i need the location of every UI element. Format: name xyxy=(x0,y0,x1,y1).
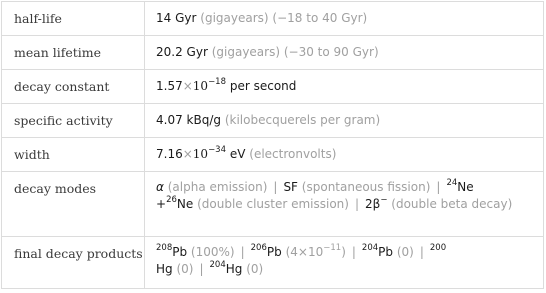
width-unit: eV xyxy=(229,147,246,161)
specific-activity-unit: kBq/g xyxy=(186,113,222,127)
decay-mode-beta-desc: (double beta decay) xyxy=(391,197,513,211)
product-amount-base: 10 xyxy=(307,245,324,259)
row-label-mean-lifetime: mean lifetime xyxy=(2,36,145,70)
decay-mode-alpha-desc: (alpha emission) xyxy=(167,180,268,194)
isotope-mass: 206 xyxy=(250,243,267,253)
separator: | xyxy=(351,245,356,259)
table-row xyxy=(2,172,544,237)
row-value-half-life xyxy=(145,2,544,36)
row-label-final-decay-products: final decay products xyxy=(2,237,145,289)
row-value-decay-modes xyxy=(145,172,544,237)
decay-mode-sf-symbol: SF xyxy=(283,180,298,194)
half-life-unit: Gyr xyxy=(175,11,197,25)
product-amount-exponent: −11 xyxy=(323,243,342,253)
separator: | xyxy=(199,262,204,276)
plus-sign: + xyxy=(156,197,167,211)
separator: | xyxy=(436,180,441,194)
decay-mode-sf-desc: (spontaneous fission) xyxy=(301,180,431,194)
specific-activity-unit-desc: (kilobecquerels per gram) xyxy=(224,113,381,127)
isotope-element: Pb xyxy=(378,245,394,259)
width-mantissa: 7.16 xyxy=(156,147,183,161)
separator: | xyxy=(273,180,278,194)
isotope-element: Pb xyxy=(266,245,282,259)
width-base: 10 xyxy=(192,147,209,161)
row-label-half-life: half-life xyxy=(2,2,145,36)
separator: | xyxy=(419,245,424,259)
half-life-unit-desc: (gigayears) xyxy=(200,11,269,25)
isotope-element: Ne xyxy=(457,180,474,194)
product-amount: (0) xyxy=(246,262,264,276)
isotope-mass: 204 xyxy=(361,243,379,253)
row-label-decay-constant: decay constant xyxy=(2,70,145,104)
table-row xyxy=(2,2,544,36)
decay-mode-beta-sup: − xyxy=(380,195,388,205)
product-amount-post: ) xyxy=(341,245,346,259)
row-value-width xyxy=(145,138,544,172)
isotope-mass: 204 xyxy=(209,260,226,270)
half-life-range: (−18 to 40 Gyr) xyxy=(272,11,368,25)
decay-constant-exponent: −18 xyxy=(208,77,227,87)
mean-lifetime-unit-desc: (gigayears) xyxy=(211,45,281,59)
table-row xyxy=(2,36,544,70)
times-sign: × xyxy=(182,147,193,161)
isotope-element: Hg xyxy=(156,262,173,276)
decay-constant-unit: per second xyxy=(229,79,297,93)
width-unit-desc: (electronvolts) xyxy=(249,147,337,161)
product-amount: (0) xyxy=(176,262,194,276)
times-sign: × xyxy=(182,79,193,93)
row-label-specific-activity: specific activity xyxy=(2,104,145,138)
table-row xyxy=(2,104,544,138)
product-amount xyxy=(286,245,346,259)
mean-lifetime-value: 20.2 xyxy=(156,45,183,59)
row-value-specific-activity xyxy=(145,104,544,138)
mean-lifetime-range: (−30 to 90 Gyr) xyxy=(283,45,379,59)
isotope-mass: 208 xyxy=(156,243,173,253)
specific-activity-value: 4.07 xyxy=(156,113,183,127)
isotope-mass: 26 xyxy=(166,195,177,205)
times-sign: × xyxy=(297,245,308,259)
decay-mode-alpha-symbol: α xyxy=(156,180,164,194)
mean-lifetime-unit: Gyr xyxy=(186,45,208,59)
row-value-final-decay-products xyxy=(145,237,544,289)
table-row xyxy=(2,237,544,289)
half-life-value: 14 xyxy=(156,11,172,25)
separator: | xyxy=(354,197,360,211)
width-exponent: −34 xyxy=(208,145,227,155)
decay-constant-base: 10 xyxy=(192,79,209,93)
row-value-decay-constant xyxy=(145,70,544,104)
product-amount-pre: (4 xyxy=(285,245,298,259)
row-label-width: width xyxy=(2,138,145,172)
product-amount: (0) xyxy=(396,245,414,259)
table-row xyxy=(2,70,544,104)
isotope-mass: 200 xyxy=(429,243,447,253)
properties-table xyxy=(1,1,544,289)
isotope-element: Hg xyxy=(225,262,243,276)
isotope-mass: 24 xyxy=(446,178,458,188)
separator: | xyxy=(240,245,245,259)
decay-constant-mantissa: 1.57 xyxy=(156,79,183,93)
decay-mode-beta-symbol: 2β xyxy=(365,197,381,211)
row-value-mean-lifetime xyxy=(145,36,544,70)
product-amount: (100%) xyxy=(190,245,235,259)
isotope-element: Ne xyxy=(176,197,194,211)
table-row xyxy=(2,138,544,172)
decay-mode-cluster-desc: (double cluster emission) xyxy=(197,197,349,211)
row-label-decay-modes: decay modes xyxy=(2,172,145,237)
isotope-element: Pb xyxy=(172,245,188,259)
